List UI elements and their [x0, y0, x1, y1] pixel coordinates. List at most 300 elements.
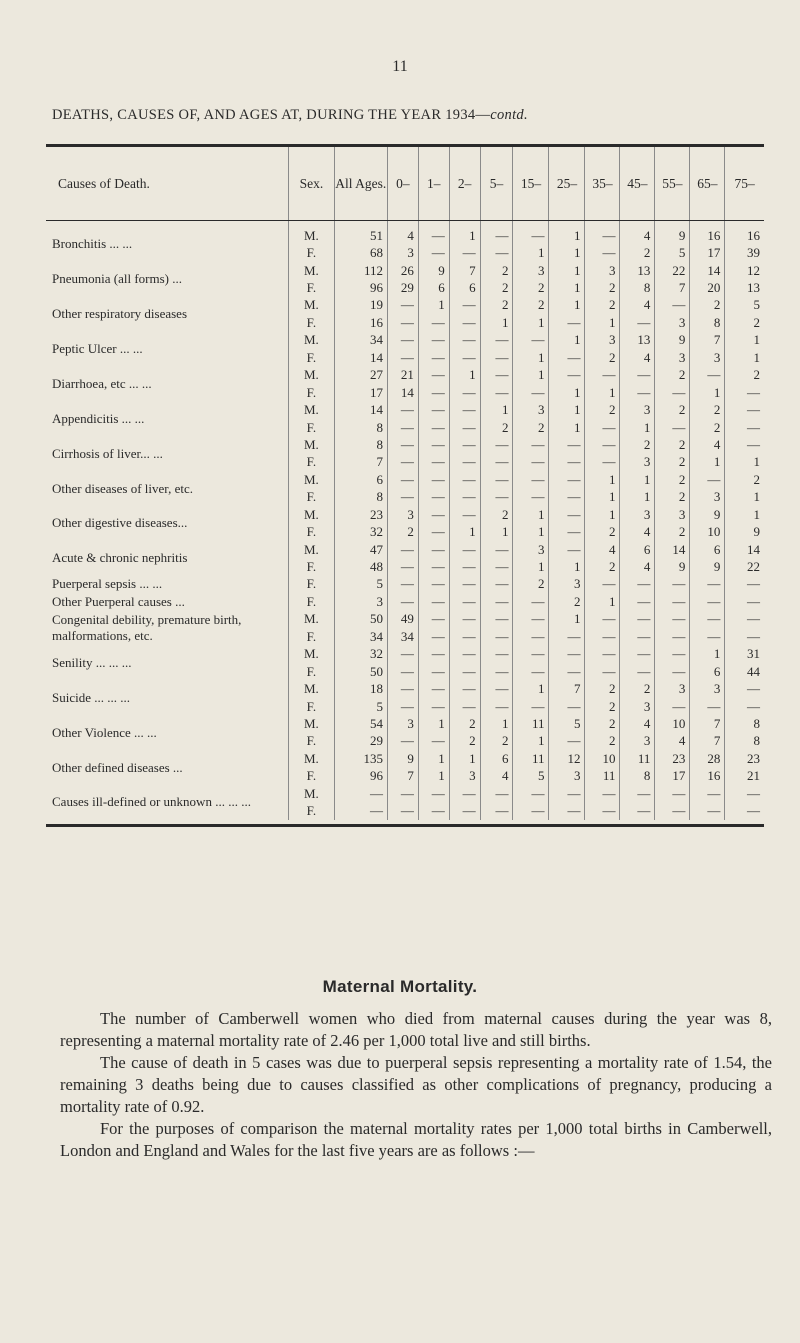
- age-group-cell: 3: [620, 454, 655, 471]
- age-group-cell: 2: [725, 471, 764, 488]
- sex-cell: F.: [289, 489, 334, 506]
- sex-cell: M.: [289, 506, 334, 523]
- all-ages-cell: 50: [334, 611, 387, 628]
- age-group-cell: —: [418, 314, 449, 331]
- age-group-cell: —: [418, 628, 449, 645]
- age-group-cell: 4: [620, 715, 655, 732]
- sex-cell: F.: [289, 768, 334, 785]
- sex-cell: M.: [289, 646, 334, 663]
- table-row: [46, 471, 764, 488]
- age-group-cell: 2: [655, 401, 690, 418]
- age-group-cell: 1: [725, 489, 764, 506]
- age-group-cell: —: [387, 802, 418, 819]
- table-row: [46, 785, 764, 802]
- age-group-cell: 14: [725, 541, 764, 558]
- age-group-cell: 4: [620, 297, 655, 314]
- age-group-cell: —: [480, 471, 513, 488]
- age-group-cell: —: [418, 244, 449, 261]
- age-group-cell: —: [620, 802, 655, 819]
- age-group-cell: —: [387, 541, 418, 558]
- age-group-cell: 3: [620, 401, 655, 418]
- age-group-cell: 12: [725, 262, 764, 279]
- age-group-cell: 1: [449, 367, 480, 384]
- all-ages-cell: 50: [334, 663, 387, 680]
- age-group-cell: —: [387, 558, 418, 575]
- sex-cell: M.: [289, 750, 334, 767]
- age-group-cell: —: [549, 489, 585, 506]
- age-group-cell: 2: [585, 349, 620, 366]
- age-group-cell: 2: [690, 419, 725, 436]
- age-group-cell: 3: [585, 332, 620, 349]
- age-group-cell: —: [513, 489, 549, 506]
- age-group-cell: 3: [655, 314, 690, 331]
- age-group-cell: 1: [549, 279, 585, 296]
- age-group-cell: 1: [549, 297, 585, 314]
- age-group-cell: —: [585, 367, 620, 384]
- age-group-cell: 1: [549, 244, 585, 261]
- age-group-cell: —: [620, 611, 655, 628]
- sex-cell: F.: [289, 733, 334, 750]
- age-group-cell: 13: [725, 279, 764, 296]
- age-group-cell: 3: [513, 262, 549, 279]
- table-title-main: DEATHS, CAUSES OF, AND AGES AT, DURING THE YEAR 1934—: [52, 107, 491, 123]
- age-group-cell: 13: [620, 332, 655, 349]
- age-group-cell: —: [655, 384, 690, 401]
- age-group-cell: 2: [690, 297, 725, 314]
- deaths-table: [46, 147, 764, 820]
- age-group-cell: —: [513, 454, 549, 471]
- age-group-cell: 12: [549, 750, 585, 767]
- age-group-cell: 11: [513, 715, 549, 732]
- age-group-cell: —: [387, 454, 418, 471]
- age-group-cell: —: [725, 401, 764, 418]
- age-group-cell: 1: [513, 523, 549, 540]
- age-group-cell: —: [449, 419, 480, 436]
- age-group-cell: 4: [480, 768, 513, 785]
- sex-cell: M.: [289, 401, 334, 418]
- age-group-cell: 4: [387, 221, 418, 245]
- age-group-cell: 2: [690, 401, 725, 418]
- age-group-cell: 9: [655, 221, 690, 245]
- age-group-cell: 6: [480, 750, 513, 767]
- table-title-contd: contd.: [490, 107, 528, 123]
- cause-label: Pneumonia (all forms) ...: [52, 271, 182, 287]
- header-sex: Sex.: [289, 147, 334, 221]
- age-group-cell: 23: [725, 750, 764, 767]
- age-group-cell: —: [480, 384, 513, 401]
- age-group-cell: —: [418, 436, 449, 453]
- cause-label: Bronchitis ... ...: [52, 236, 133, 252]
- age-group-cell: 31: [725, 646, 764, 663]
- age-group-cell: —: [449, 454, 480, 471]
- header-age-45: 45–: [620, 147, 655, 221]
- age-group-cell: —: [449, 349, 480, 366]
- age-group-cell: —: [725, 593, 764, 610]
- cause-label: Acute & chronic nephritis: [52, 550, 188, 566]
- all-ages-cell: 29: [334, 733, 387, 750]
- header-age-25: 25–: [549, 147, 585, 221]
- table-header-row: [46, 147, 764, 221]
- sex-cell: F.: [289, 454, 334, 471]
- age-group-cell: 1: [449, 523, 480, 540]
- table-row: [46, 680, 764, 697]
- age-group-cell: —: [418, 733, 449, 750]
- all-ages-cell: 96: [334, 768, 387, 785]
- deaths-table-container: [46, 144, 764, 827]
- section-heading: Maternal Mortality.: [322, 977, 478, 996]
- all-ages-cell: 47: [334, 541, 387, 558]
- header-age-0: 0–: [387, 147, 418, 221]
- table-row: [46, 593, 764, 610]
- age-group-cell: 3: [387, 715, 418, 732]
- age-group-cell: —: [418, 593, 449, 610]
- age-group-cell: 2: [620, 680, 655, 697]
- age-group-cell: 1: [513, 558, 549, 575]
- table-row: [46, 611, 764, 628]
- cause-label: Puerperal sepsis ... ...: [52, 576, 163, 592]
- age-group-cell: —: [418, 611, 449, 628]
- age-group-cell: —: [585, 419, 620, 436]
- age-group-cell: 1: [725, 349, 764, 366]
- age-group-cell: —: [480, 576, 513, 593]
- age-group-cell: —: [387, 436, 418, 453]
- age-group-cell: 4: [585, 541, 620, 558]
- age-group-cell: 3: [620, 733, 655, 750]
- table-row: [46, 576, 764, 593]
- age-group-cell: 2: [655, 454, 690, 471]
- age-group-cell: —: [655, 698, 690, 715]
- age-group-cell: 2: [725, 367, 764, 384]
- age-group-cell: 8: [725, 715, 764, 732]
- age-group-cell: —: [549, 541, 585, 558]
- age-group-cell: —: [549, 454, 585, 471]
- age-group-cell: —: [480, 349, 513, 366]
- age-group-cell: 3: [620, 698, 655, 715]
- age-group-cell: —: [418, 541, 449, 558]
- age-group-cell: —: [620, 663, 655, 680]
- all-ages-cell: 18: [334, 680, 387, 697]
- age-group-cell: 9: [690, 558, 725, 575]
- age-group-cell: 5: [655, 244, 690, 261]
- age-group-cell: —: [449, 436, 480, 453]
- header-all-ages: All Ages.: [334, 147, 387, 221]
- all-ages-cell: 6: [334, 471, 387, 488]
- age-group-cell: 1: [513, 733, 549, 750]
- age-group-cell: —: [418, 663, 449, 680]
- age-group-cell: —: [725, 802, 764, 819]
- age-group-cell: 2: [513, 279, 549, 296]
- age-group-cell: —: [418, 349, 449, 366]
- age-group-cell: 34: [387, 628, 418, 645]
- age-group-cell: —: [387, 593, 418, 610]
- age-group-cell: —: [480, 698, 513, 715]
- age-group-cell: 2: [585, 523, 620, 540]
- age-group-cell: 16: [725, 221, 764, 245]
- age-group-cell: —: [585, 663, 620, 680]
- age-group-cell: 2: [480, 262, 513, 279]
- age-group-cell: —: [655, 419, 690, 436]
- all-ages-cell: 7: [334, 454, 387, 471]
- age-group-cell: 3: [513, 401, 549, 418]
- age-group-cell: —: [418, 332, 449, 349]
- age-group-cell: 8: [620, 768, 655, 785]
- age-group-cell: —: [655, 611, 690, 628]
- table-row: [46, 541, 764, 558]
- age-group-cell: 11: [620, 750, 655, 767]
- age-group-cell: 2: [585, 733, 620, 750]
- all-ages-cell: 5: [334, 576, 387, 593]
- age-group-cell: 9: [418, 262, 449, 279]
- age-group-cell: —: [690, 367, 725, 384]
- all-ages-cell: 19: [334, 297, 387, 314]
- all-ages-cell: 23: [334, 506, 387, 523]
- age-group-cell: 4: [620, 221, 655, 245]
- age-group-cell: 7: [690, 332, 725, 349]
- age-group-cell: —: [418, 419, 449, 436]
- age-group-cell: 22: [655, 262, 690, 279]
- age-group-cell: 7: [690, 715, 725, 732]
- table-row: [46, 332, 764, 349]
- all-ages-cell: —: [334, 785, 387, 802]
- age-group-cell: 2: [585, 297, 620, 314]
- age-group-cell: 1: [418, 297, 449, 314]
- sex-cell: F.: [289, 593, 334, 610]
- age-group-cell: 3: [387, 506, 418, 523]
- age-group-cell: —: [690, 698, 725, 715]
- all-ages-cell: 68: [334, 244, 387, 261]
- age-group-cell: 7: [655, 279, 690, 296]
- age-group-cell: 7: [387, 768, 418, 785]
- age-group-cell: —: [387, 646, 418, 663]
- table-row: [46, 750, 764, 767]
- age-group-cell: 3: [387, 244, 418, 261]
- age-group-cell: —: [449, 698, 480, 715]
- cause-label: Other Puerperal causes ...: [52, 593, 185, 609]
- age-group-cell: 3: [449, 768, 480, 785]
- age-group-cell: 2: [449, 733, 480, 750]
- age-group-cell: —: [513, 628, 549, 645]
- age-group-cell: —: [655, 663, 690, 680]
- age-group-cell: —: [549, 523, 585, 540]
- age-group-cell: —: [690, 576, 725, 593]
- age-group-cell: —: [387, 663, 418, 680]
- age-group-cell: —: [549, 436, 585, 453]
- age-group-cell: 1: [585, 593, 620, 610]
- age-group-cell: —: [480, 628, 513, 645]
- age-group-cell: —: [387, 785, 418, 802]
- age-group-cell: 1: [549, 401, 585, 418]
- age-group-cell: 2: [655, 471, 690, 488]
- age-group-cell: 3: [655, 506, 690, 523]
- all-ages-cell: 8: [334, 419, 387, 436]
- age-group-cell: 1: [549, 384, 585, 401]
- age-group-cell: 6: [620, 541, 655, 558]
- age-group-cell: 1: [585, 384, 620, 401]
- age-group-cell: —: [620, 593, 655, 610]
- age-group-cell: —: [620, 628, 655, 645]
- age-group-cell: —: [418, 698, 449, 715]
- header-age-5: 5–: [480, 147, 513, 221]
- age-group-cell: —: [418, 558, 449, 575]
- sex-cell: F.: [289, 349, 334, 366]
- age-group-cell: 1: [620, 419, 655, 436]
- age-group-cell: 1: [449, 750, 480, 767]
- table-row: [46, 646, 764, 663]
- age-group-cell: —: [449, 297, 480, 314]
- age-group-cell: 28: [690, 750, 725, 767]
- age-group-cell: —: [449, 401, 480, 418]
- sex-cell: M.: [289, 332, 334, 349]
- cause-label: Senility ... ... ...: [52, 654, 132, 670]
- age-group-cell: —: [549, 785, 585, 802]
- age-group-cell: —: [655, 297, 690, 314]
- age-group-cell: 22: [725, 558, 764, 575]
- age-group-cell: —: [480, 367, 513, 384]
- age-group-cell: —: [480, 332, 513, 349]
- age-group-cell: 2: [449, 715, 480, 732]
- age-group-cell: —: [418, 454, 449, 471]
- age-group-cell: 11: [513, 750, 549, 767]
- age-group-cell: 2: [655, 436, 690, 453]
- age-group-cell: —: [480, 244, 513, 261]
- sex-cell: F.: [289, 628, 334, 645]
- age-group-cell: —: [690, 611, 725, 628]
- age-group-cell: —: [449, 663, 480, 680]
- age-group-cell: —: [690, 802, 725, 819]
- age-group-cell: 16: [690, 221, 725, 245]
- age-group-cell: —: [418, 384, 449, 401]
- age-group-cell: 2: [725, 314, 764, 331]
- age-group-cell: 21: [387, 367, 418, 384]
- age-group-cell: —: [549, 698, 585, 715]
- age-group-cell: —: [620, 384, 655, 401]
- all-ages-cell: 14: [334, 349, 387, 366]
- age-group-cell: —: [513, 611, 549, 628]
- age-group-cell: —: [418, 367, 449, 384]
- age-group-cell: —: [549, 314, 585, 331]
- age-group-cell: —: [513, 698, 549, 715]
- age-group-cell: 1: [690, 646, 725, 663]
- age-group-cell: —: [418, 401, 449, 418]
- cause-label: Other defined diseases ...: [52, 759, 183, 775]
- age-group-cell: 13: [620, 262, 655, 279]
- age-group-cell: —: [387, 401, 418, 418]
- age-group-cell: —: [480, 663, 513, 680]
- cause-label: Appendicitis ... ...: [52, 410, 145, 426]
- age-group-cell: 16: [690, 768, 725, 785]
- age-group-cell: —: [480, 680, 513, 697]
- age-group-cell: —: [418, 802, 449, 819]
- table-row: [46, 436, 764, 453]
- age-group-cell: —: [725, 611, 764, 628]
- age-group-cell: 1: [480, 314, 513, 331]
- age-group-cell: —: [725, 576, 764, 593]
- age-group-cell: 2: [480, 279, 513, 296]
- age-group-cell: —: [387, 332, 418, 349]
- age-group-cell: 2: [655, 489, 690, 506]
- age-group-cell: —: [655, 802, 690, 819]
- header-age-35: 35–: [585, 147, 620, 221]
- age-group-cell: 1: [725, 332, 764, 349]
- age-group-cell: —: [480, 489, 513, 506]
- age-group-cell: 3: [655, 680, 690, 697]
- age-group-cell: —: [585, 436, 620, 453]
- all-ages-cell: 112: [334, 262, 387, 279]
- age-group-cell: 3: [585, 262, 620, 279]
- age-group-cell: 6: [690, 541, 725, 558]
- age-group-cell: —: [513, 471, 549, 488]
- age-group-cell: —: [387, 419, 418, 436]
- age-group-cell: 1: [418, 768, 449, 785]
- age-group-cell: —: [620, 314, 655, 331]
- age-group-cell: 6: [418, 279, 449, 296]
- age-group-cell: 2: [585, 698, 620, 715]
- header-age-55: 55–: [655, 147, 690, 221]
- all-ages-cell: 135: [334, 750, 387, 767]
- age-group-cell: —: [620, 367, 655, 384]
- age-group-cell: 39: [725, 244, 764, 261]
- header-age-2: 2–: [449, 147, 480, 221]
- age-group-cell: —: [480, 611, 513, 628]
- age-group-cell: —: [725, 785, 764, 802]
- age-group-cell: 14: [655, 541, 690, 558]
- age-group-cell: —: [690, 628, 725, 645]
- age-group-cell: 1: [585, 471, 620, 488]
- age-group-cell: 2: [620, 244, 655, 261]
- age-group-cell: —: [513, 593, 549, 610]
- age-group-cell: —: [725, 698, 764, 715]
- age-group-cell: —: [549, 628, 585, 645]
- age-group-cell: —: [549, 471, 585, 488]
- age-group-cell: 1: [480, 715, 513, 732]
- age-group-cell: —: [480, 454, 513, 471]
- age-group-cell: —: [725, 680, 764, 697]
- age-group-cell: —: [513, 436, 549, 453]
- age-group-cell: 4: [690, 436, 725, 453]
- age-group-cell: —: [585, 454, 620, 471]
- cause-label: Other respiratory diseases: [52, 306, 188, 322]
- sex-cell: M.: [289, 221, 334, 245]
- sex-cell: F.: [289, 802, 334, 819]
- age-group-cell: 3: [655, 349, 690, 366]
- age-group-cell: 2: [655, 367, 690, 384]
- age-group-cell: 7: [449, 262, 480, 279]
- age-group-cell: —: [513, 332, 549, 349]
- age-group-cell: 1: [513, 506, 549, 523]
- age-group-cell: —: [449, 314, 480, 331]
- age-group-cell: 21: [725, 768, 764, 785]
- age-group-cell: —: [418, 489, 449, 506]
- header-age-1: 1–: [418, 147, 449, 221]
- age-group-cell: 2: [480, 733, 513, 750]
- all-ages-cell: 8: [334, 436, 387, 453]
- age-group-cell: —: [655, 785, 690, 802]
- age-group-cell: 5: [513, 768, 549, 785]
- age-group-cell: 2: [620, 436, 655, 453]
- age-group-cell: —: [549, 802, 585, 819]
- age-group-cell: 7: [690, 733, 725, 750]
- sex-cell: F.: [289, 279, 334, 296]
- age-group-cell: 1: [513, 367, 549, 384]
- age-group-cell: 17: [690, 244, 725, 261]
- age-group-cell: —: [690, 471, 725, 488]
- age-group-cell: 29: [387, 279, 418, 296]
- age-group-cell: —: [480, 436, 513, 453]
- age-group-cell: 4: [620, 523, 655, 540]
- age-group-cell: —: [513, 384, 549, 401]
- age-group-cell: —: [449, 384, 480, 401]
- age-group-cell: —: [387, 489, 418, 506]
